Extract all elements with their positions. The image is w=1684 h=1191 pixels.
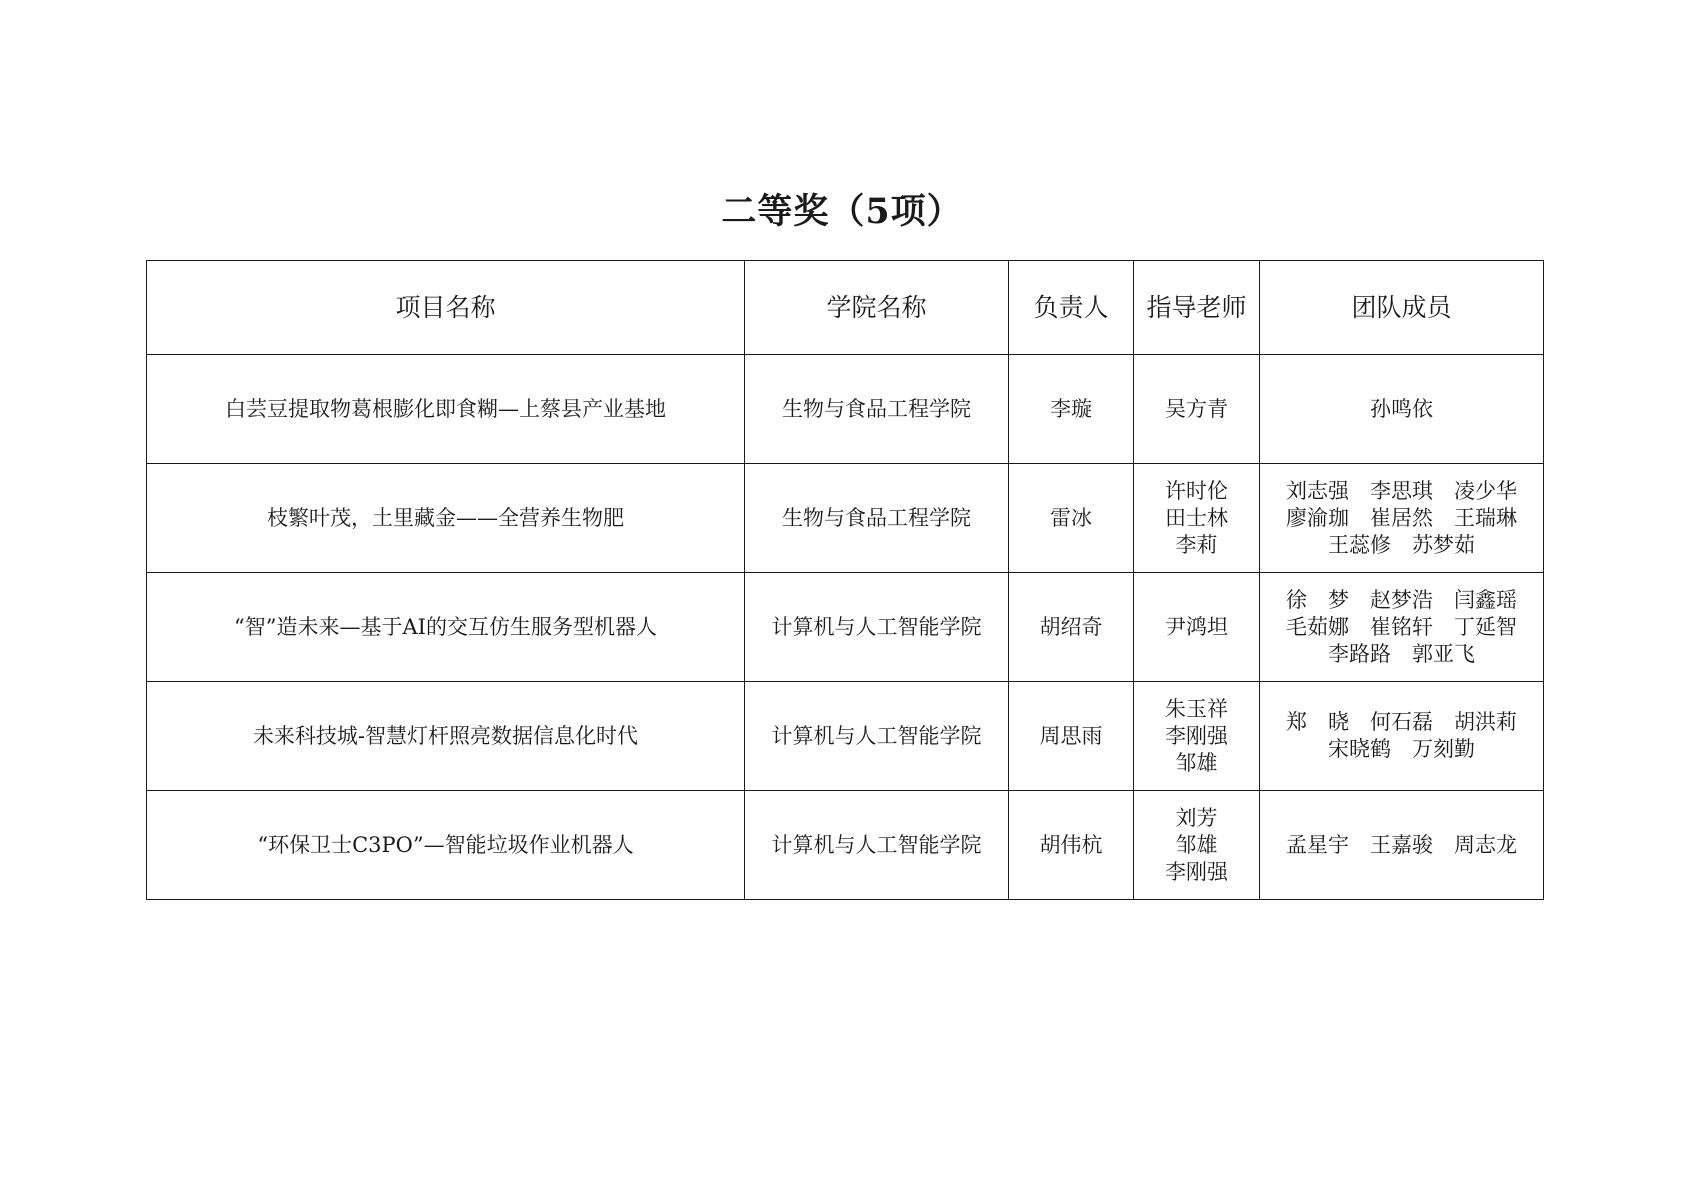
leader-name: 周思雨	[1009, 682, 1134, 791]
member-line: 孟星宇 王嘉骏 周志龙	[1286, 832, 1517, 857]
member-line: 徐 梦 赵梦浩 闫鑫瑶	[1286, 587, 1517, 612]
award-table	[146, 260, 1544, 900]
college-name: 生物与食品工程学院	[745, 464, 1009, 573]
header-leader: 负责人	[1009, 261, 1134, 355]
member-list	[1260, 355, 1544, 464]
advisor-name: 尹鸿坦	[1165, 614, 1228, 639]
table-row	[147, 791, 1544, 900]
advisor-list	[1134, 355, 1260, 464]
advisor-name: 刘芳	[1175, 805, 1218, 830]
advisor-name: 许时伦	[1165, 478, 1228, 503]
advisor-list	[1134, 682, 1260, 791]
project-name: 枝繁叶茂，土里藏金——全营养生物肥	[147, 464, 745, 573]
member-line: 王蕊修 苏梦茹	[1328, 532, 1475, 557]
advisor-name: 田士林	[1165, 505, 1228, 530]
table-row	[147, 355, 1544, 464]
advisor-name: 邹雄	[1175, 832, 1218, 857]
leader-name: 雷冰	[1009, 464, 1134, 573]
table-body	[147, 355, 1544, 900]
project-name: “智”造未来—基于AI的交互仿生服务型机器人	[147, 573, 745, 682]
member-line: 孙鸣依	[1370, 396, 1433, 421]
header-members: 团队成员	[1260, 261, 1544, 355]
college-name: 生物与食品工程学院	[745, 355, 1009, 464]
advisor-name: 朱玉祥	[1165, 696, 1228, 721]
leader-name: 李璇	[1009, 355, 1134, 464]
member-list	[1260, 464, 1544, 573]
table-header-row	[147, 261, 1544, 355]
project-name: “环保卫士C3PO”—智能垃圾作业机器人	[147, 791, 745, 900]
advisor-name: 邹雄	[1175, 750, 1218, 775]
leader-name: 胡伟杭	[1009, 791, 1134, 900]
member-line: 刘志强 李思琪 凌少华	[1286, 478, 1517, 503]
table-row	[147, 682, 1544, 791]
member-line: 郑 晓 何石磊 胡洪莉	[1286, 710, 1517, 734]
project-name: 未来科技城-智慧灯杆照亮数据信息化时代	[147, 682, 745, 791]
member-line: 廖渝珈 崔居然 王瑞琳	[1286, 505, 1517, 530]
member-line: 宋晓鹤 万刻勤	[1328, 737, 1475, 761]
member-line: 李路路 郭亚飞	[1328, 641, 1475, 666]
project-name: 白芸豆提取物葛根膨化即食糊—上蔡县产业基地	[147, 355, 745, 464]
advisor-name: 吴方青	[1165, 396, 1228, 421]
advisor-list	[1134, 464, 1260, 573]
table-row	[147, 464, 1544, 573]
header-advisor: 指导老师	[1134, 261, 1260, 355]
header-project: 项目名称	[147, 261, 745, 355]
college-name: 计算机与人工智能学院	[745, 573, 1009, 682]
advisor-list	[1134, 573, 1260, 682]
member-list	[1260, 573, 1544, 682]
leader-name: 胡绍奇	[1009, 573, 1134, 682]
member-list	[1260, 791, 1544, 900]
advisor-name: 李刚强	[1165, 859, 1228, 884]
table-row	[147, 573, 1544, 682]
header-college: 学院名称	[745, 261, 1009, 355]
member-list	[1260, 682, 1544, 791]
advisor-name: 李刚强	[1165, 723, 1228, 748]
member-line: 毛茹娜 崔铭轩 丁延智	[1286, 614, 1517, 639]
college-name: 计算机与人工智能学院	[745, 682, 1009, 791]
advisor-list	[1134, 791, 1260, 900]
advisor-name: 李莉	[1175, 532, 1218, 557]
page-title: 二等奖（5项）	[721, 191, 963, 232]
college-name: 计算机与人工智能学院	[745, 791, 1009, 900]
